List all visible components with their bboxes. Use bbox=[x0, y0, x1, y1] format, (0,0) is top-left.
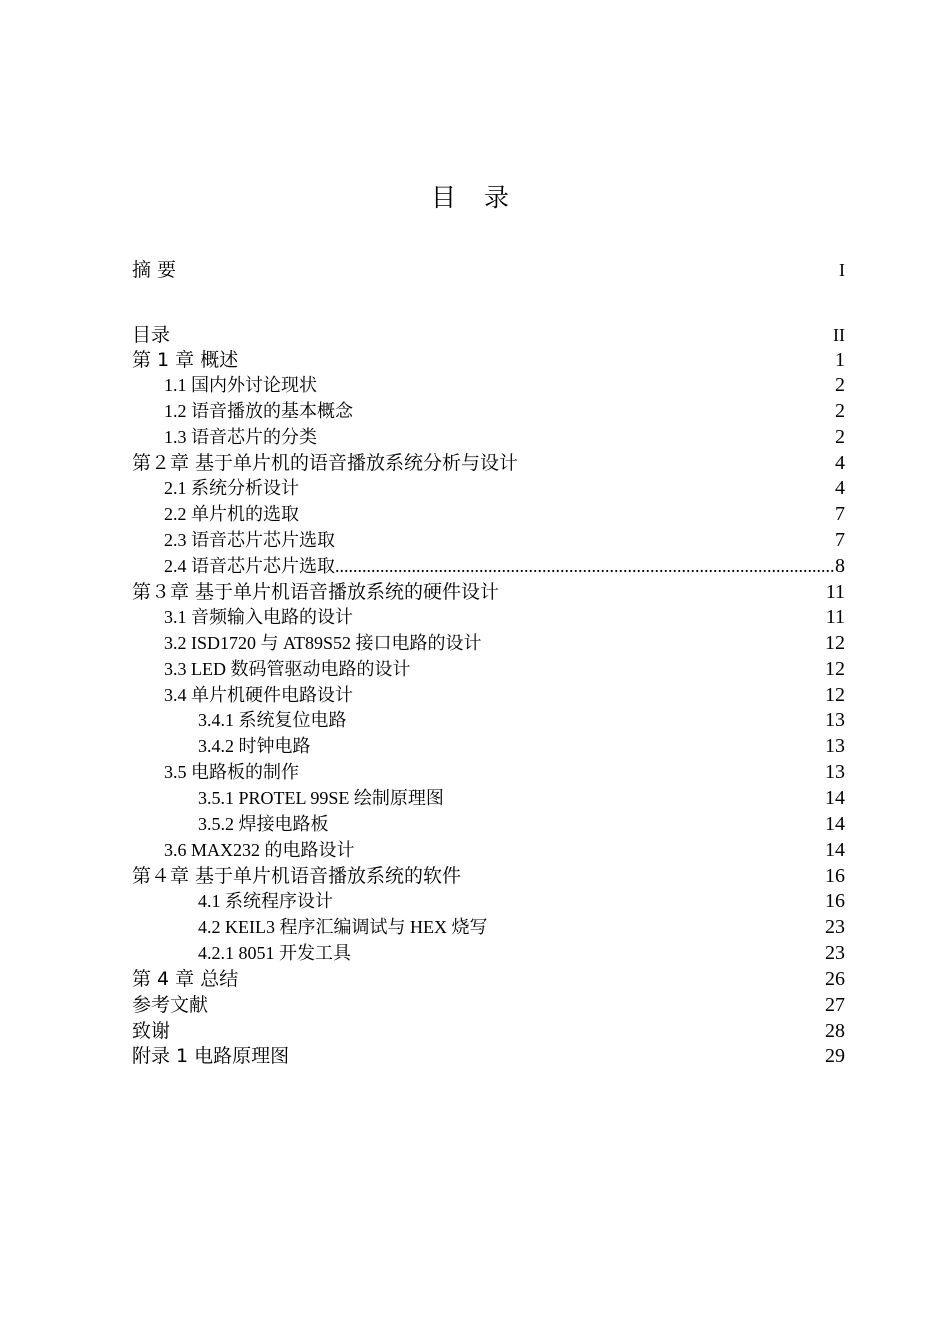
toc-entry-page: 28 bbox=[825, 1020, 845, 1042]
toc-entry-label: 摘 要 bbox=[132, 259, 177, 281]
toc-entry-page: 27 bbox=[825, 994, 845, 1016]
toc-entry-page: 7 bbox=[835, 529, 845, 551]
toc-entry-1-2[interactable] bbox=[132, 397, 845, 423]
toc-entry-3-2[interactable] bbox=[132, 629, 845, 655]
toc-entry-label: 目录 bbox=[132, 324, 171, 346]
toc-entry-page: 2 bbox=[835, 374, 845, 396]
toc-entry-label: 第３章 基于单片机语音播放系统的硬件设计 bbox=[132, 581, 500, 603]
toc-entry-summary[interactable] bbox=[132, 964, 845, 990]
toc-entry-4-2-1[interactable] bbox=[132, 939, 845, 965]
toc-entry-page: 11 bbox=[825, 606, 845, 628]
toc-entry-label: 4.2 KEIL3 程序汇编调试与 HEX 烧写 bbox=[198, 917, 488, 937]
toc-entry-3-1[interactable] bbox=[132, 603, 845, 629]
toc-entry-abstract[interactable] bbox=[132, 255, 845, 281]
toc-entry-label: 2.4 语音芯片芯片选取 bbox=[164, 556, 335, 576]
toc-entry-label: 2.2 单片机的选取 bbox=[164, 504, 299, 524]
toc-entry-page: 1 bbox=[835, 349, 845, 371]
toc-entry-acknowledgements[interactable] bbox=[132, 1016, 845, 1042]
toc-entry-page: 29 bbox=[825, 1045, 845, 1067]
toc-entry-label: 2.1 系统分析设计 bbox=[164, 478, 299, 498]
toc-entry-3-5[interactable] bbox=[132, 758, 845, 784]
toc-entry-label: 参考文献 bbox=[132, 994, 209, 1016]
toc-entry-page: 7 bbox=[835, 503, 845, 525]
toc-dot-leader bbox=[335, 556, 835, 577]
toc-entry-label: 附录 1 电路原理图 bbox=[132, 1045, 290, 1067]
toc-entry-page: 14 bbox=[825, 787, 845, 809]
toc-entry-label: 1.2 语音播放的基本概念 bbox=[164, 401, 353, 421]
page-title: 目 录 bbox=[431, 183, 519, 212]
toc-entry-3-3[interactable] bbox=[132, 655, 845, 681]
toc-entry-page: 4 bbox=[835, 452, 845, 474]
toc-entry-page: 12 bbox=[825, 684, 845, 706]
toc-entry-appendix-1[interactable] bbox=[132, 1041, 845, 1067]
toc-entry-3-4-2[interactable] bbox=[132, 732, 845, 758]
toc-entry-contents[interactable] bbox=[132, 320, 845, 346]
toc-entry-label: 2.3 语音芯片芯片选取 bbox=[164, 530, 335, 550]
toc-entry-chapter-4[interactable] bbox=[132, 861, 845, 887]
toc-entry-2-1[interactable] bbox=[132, 474, 845, 500]
toc-entry-chapter-2[interactable] bbox=[132, 448, 845, 474]
toc-entry-2-4[interactable] bbox=[132, 552, 845, 578]
toc-entry-label: 3.4.1 系统复位电路 bbox=[198, 710, 347, 730]
toc-entry-page: 13 bbox=[825, 735, 845, 757]
toc-entry-page: 12 bbox=[825, 632, 845, 654]
toc-entry-3-5-1[interactable] bbox=[132, 784, 845, 810]
toc-entry-2-3[interactable] bbox=[132, 526, 845, 552]
toc-entry-page: 11 bbox=[825, 581, 845, 603]
toc-entry-page: 2 bbox=[835, 400, 845, 422]
toc-entry-label: 1.3 语音芯片的分类 bbox=[164, 427, 317, 447]
toc-entry-label: 第２章 基于单片机的语音播放系统分析与设计 bbox=[132, 452, 519, 474]
toc-entry-page: II bbox=[833, 325, 845, 345]
toc-entry-page: 14 bbox=[825, 813, 845, 835]
toc-entry-label: 3.4.2 时钟电路 bbox=[198, 736, 311, 756]
toc-entry-label: 3.1 音频输入电路的设计 bbox=[164, 607, 353, 627]
toc-entry-label: 3.5 电路板的制作 bbox=[164, 762, 299, 782]
toc-entry-page: 13 bbox=[825, 709, 845, 731]
toc-entry-page: 14 bbox=[825, 839, 845, 861]
toc-entry-label: 3.5.2 焊接电路板 bbox=[198, 814, 329, 834]
toc-entry-label: 第４章 基于单片机语音播放系统的软件 bbox=[132, 865, 462, 887]
toc-entry-page: 8 bbox=[835, 555, 845, 577]
toc-entry-label: 1.1 国内外讨论现状 bbox=[164, 375, 317, 395]
toc-entry-page: 16 bbox=[825, 865, 845, 887]
toc-entry-1-1[interactable] bbox=[132, 371, 845, 397]
toc-entry-3-4[interactable] bbox=[132, 681, 845, 707]
toc-entry-page: 23 bbox=[825, 916, 845, 938]
toc-entry-label: 3.6 MAX232 的电路设计 bbox=[164, 840, 355, 860]
toc-entry-page: 2 bbox=[835, 426, 845, 448]
toc-entry-label: 第 1 章 概述 bbox=[132, 349, 239, 371]
toc-entry-3-5-2[interactable] bbox=[132, 810, 845, 836]
toc-entry-chapter-3[interactable] bbox=[132, 577, 845, 603]
toc-entry-label: 3.4 单片机硬件电路设计 bbox=[164, 685, 353, 705]
toc-entry-label: 3.2 ISD1720 与 AT89S52 接口电路的设计 bbox=[164, 633, 482, 653]
toc-entry-page: 13 bbox=[825, 761, 845, 783]
toc-entry-2-2[interactable] bbox=[132, 500, 845, 526]
toc-entry-page: 16 bbox=[825, 890, 845, 912]
toc-entry-label: 3.5.1 PROTEL 99SE 绘制原理图 bbox=[198, 788, 444, 808]
toc-entry-page: 12 bbox=[825, 658, 845, 680]
toc-entry-label: 致谢 bbox=[132, 1020, 171, 1042]
toc-entry-chapter-1[interactable] bbox=[132, 345, 845, 371]
toc-entry-page: 4 bbox=[835, 477, 845, 499]
toc-entry-references[interactable] bbox=[132, 990, 845, 1016]
toc-entry-page: 23 bbox=[825, 942, 845, 964]
toc-entry-3-6[interactable] bbox=[132, 836, 845, 862]
toc-entry-4-2[interactable] bbox=[132, 913, 845, 939]
toc-entry-label: 4.2.1 8051 开发工具 bbox=[198, 943, 351, 963]
toc-entry-label: 4.1 系统程序设计 bbox=[198, 891, 333, 911]
toc-entry-3-4-1[interactable] bbox=[132, 706, 845, 732]
toc-entry-label: 第 4 章 总结 bbox=[132, 968, 239, 990]
toc-entry-page: 26 bbox=[825, 968, 845, 990]
toc-entry-1-3[interactable] bbox=[132, 423, 845, 449]
toc-entry-page: I bbox=[839, 260, 845, 280]
toc-entry-label: 3.3 LED 数码管驱动电路的设计 bbox=[164, 659, 411, 679]
toc-entry-4-1[interactable] bbox=[132, 887, 845, 913]
